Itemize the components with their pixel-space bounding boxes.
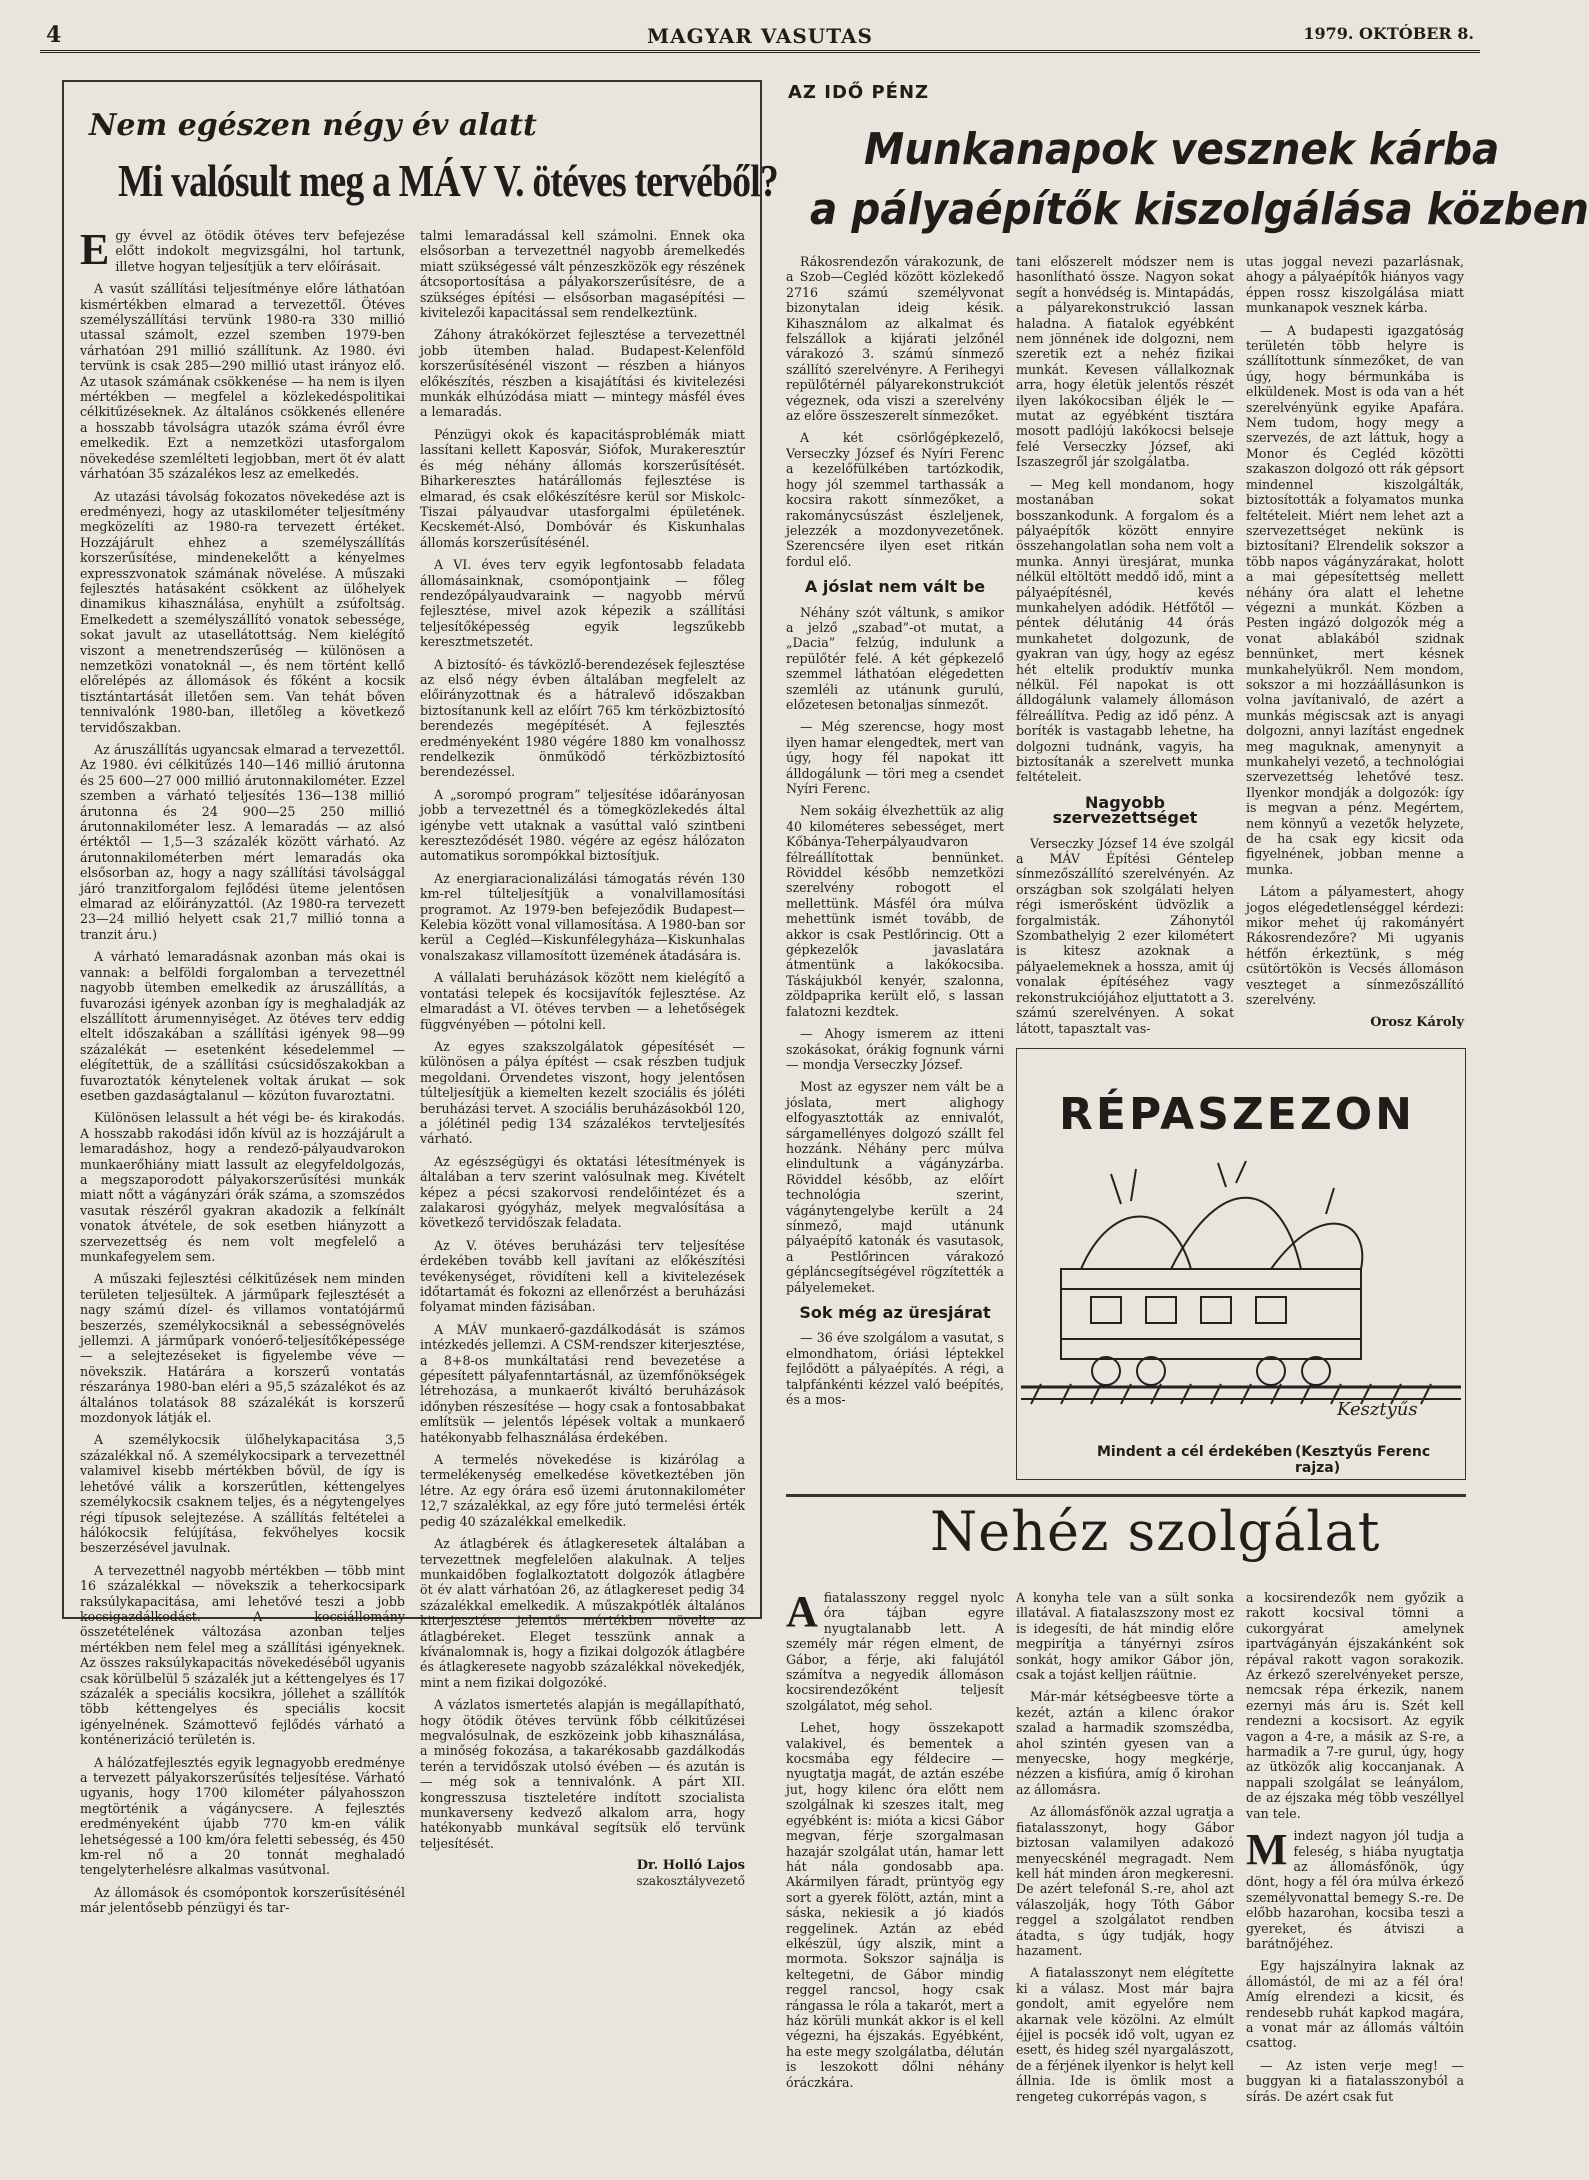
cartoon-frame: [1016, 1048, 1466, 1480]
paragraph: A VI. éves terv egyik legfontosabb feladata állomásainknak, csomópontjaink — főleg rendezőpályaudvaraink — nagyobb mérvű fejlesztése, mivel azok képezik a szállítási teljesítőképesség egyik legszűkebb keresztmetszetét.: [420, 557, 745, 650]
article1-author: Dr. Holló Lajos: [636, 1858, 745, 1874]
paper-title: MAGYAR VASUTAS: [647, 24, 873, 48]
article1-column-2: [420, 228, 745, 1888]
cartoon-caption: Mindent a cél érdekében: [1097, 1444, 1293, 1460]
paragraph: tani előszerelt módszer nem is hasonlítható össze. Nagyon sokat segít a honvédség is. Mintapádás, a pályarekonstrukció lassan haladna. A fiatalok egyébként nem jönnének ide dolgozni, nem szeretik ezt a nehéz fizikai munkát. Kevesen vállalkoznak arra, hogy életük jelentős részét ilyen lakókocsiban éljék le — mutat az egyébként tisztára mosott padlójú lakókocsi belseje felé Verseczky József, aki Iszaszegről jár szolgálatba.: [1016, 254, 1234, 470]
paragraph: Lehet, hogy összekapott valakivel, és bementek a kocsmába egy féldecire — nyugtatja magát, de aztán eszébe jut, hogy kilenc óra előtt nem szolgálnak ki szeszes italt, meg egyébként is: mióta a kicsi Gábor megvan, férje szorgalmasan hazajár szolgálat után, hamar lett hát nála gondosabb apa. Akármilyen fáradt, prüntyög egy sort a gyerek fölött, aztán, mint a sáska, nekiesik a jó kiadós reggelinek. Aztán az ebéd elkészül, úgy alszik, mint a mormota. Sokszor sajnálja is keltegetni, de Gábor mindig reggel rancsol, hogy csak rángassa le róla a takarót, mert a ház körüli munkát akkor is el kell végezni, ha éjszakás. Egyébként, ha este megy szolgálatba, délután is leszokott dőlni néhány óráczkára.: [786, 1720, 1004, 2090]
article1-kicker: Nem egészen négy év alatt: [89, 108, 537, 143]
article3-column-1: [786, 1587, 1004, 2165]
beet-shape: [1171, 1198, 1301, 1269]
paragraph: utas joggal nevezi pazarlásnak, ahogy a pályaépítők hiányos vagy éppen rossz kiszolgálása miatt munkanapok vesznek kárba.: [1246, 254, 1464, 316]
article2-column-1: [786, 254, 1004, 1408]
article2-section-label: AZ IDŐ PÉNZ: [788, 82, 930, 103]
paragraph: — A budapesti igazgatóság területén több helyre is szállítottunk sínmezőket, de van úgy, hogy bérmunkába is elküldenek. Most is oda van a hét szerelvényünk egyike Apafára. Nem tudom, hogy megy a szervezés, de azt láttuk, hogy a Monor és Cegléd közötti szakaszon dolgozó ott rák gépsort mindennel kiszolgálták, biztosították a folyamatos munka feltételeit. Miért nem lehet azt a szervezettséget nekünk is biztosítani? Elrendelik sokszor a több napos vágányzárakat, holott a mai gépesítettség mellett néhány óra alatt el lehetne végezni a munkát. Közben a Pesten ingázó dolgozók még a vonat ablakából szidnak bennünket, mert késnek munkahelyükről. Nem mondom, sokszor a mi hozzáállásunkon is volna javítanivaló, de azért a munkás mégiscsak azt is anyagi dolgozni, annyi lazítást engednek meg maguknak, amenynyit a munkahelyi vezető, a technológiai szervezettség lehetővé tesz. Ilyenkor mondják a dolgozók: így is megvan a pénz. Megértem, nem könnyű a vezetők helyzete, de ha csak egy kicsit oda figyelnének, jobban menne a munka.: [1246, 322, 1464, 877]
paragraph: Az állomások és csomópontok korszerűsítésénél már jelentősebb pénzügyi és tar-: [80, 1884, 405, 1916]
page-number: 4: [46, 22, 62, 48]
paragraph: Pénzügyi okok és kapacitásproblémák miatt lassítani kellett Kaposvár, Siófok, Murakeresztúr és még néhány állomás korszerűsítését. Biharkeresztes határállomás fejlesztése is elmarad, és csak előkészítésre kerül sor Miskolc-Tiszai pályaudvar utasforgalmi épületének. Kecskemét-Alsó, Dombóvár és Kiskunhalas állomás korszerűsítésénél.: [420, 426, 745, 550]
wheel: [1302, 1357, 1330, 1385]
paragraph: gy évvel az ötödik ötéves terv befejezése előtt indokolt megvizsgálni, hol tartunk, illetve hogyan teljesítjük a terv előírásait.: [115, 228, 405, 274]
paragraph: Különösen lelassult a hét végi be- és kirakodás. A hosszabb rakodási időn kívül az is hozzájárult a lemaradáshoz, hogy a rendező-pályaudvarokon munkaerőhiány miatt lassult az elegyfeldolgozás, a megszaporodott pályakorszerűsítési munkák miatt nőtt a vágányzári órák száma, a szomszédos vasutak részéről gyakran akadozik a felkínált vonatok átvétele, de sok esetben hiányzott a szervezettség és nem volt megfelelő a munkafegyelem sem.: [80, 1110, 405, 1264]
paragraph: A biztosító- és távközlő-berendezések fejlesztése az első négy évben általában megfelelt az előirányzottnak és a hátralevő időszakban biztosítanunk kell az előírt 765 km térközbiztosító berendezés megépítését. A fejlesztés eredményeként 1980 végére 1880 km vonalhossz rendelkezik önműködő térközbiztosító berendezéssel.: [420, 656, 745, 780]
paragraph: Egy hajszálnyira laknak az állomástól, de mi az a fél óra! Amíg elrendezi a kicsit, és rendesebb ruhát kapkod magára, a vonat már az állomás váltóin csattog.: [1246, 1958, 1464, 2051]
article2-headline-line2: a pályaépítők kiszolgálása közben: [810, 184, 1589, 235]
wheel: [1092, 1357, 1120, 1385]
subhead-organisation: Nagyobb szervezettséget: [1052, 792, 1198, 828]
paragraph: Az egészségügyi és oktatási létesítmények is általában a terv szerint valósulnak meg. Kivételt képez a pécsi szakorvosi rendelőintézet és a zalakarosi gyógyház, melyek megvalósítása a következő tervidőszak feladata.: [420, 1153, 745, 1231]
article3-column-3: [1246, 1590, 1464, 2165]
paragraph: A személykocsik ülőhelykapacitása 3,5 százalékkal nő. A személykocsipark a tervezettnél valamivel kisebb mértékben bővül, de így is lehetővé válik a korszerűtlen, kéttengelyes személykocsik csaknem teljes, és a négytengelyes régi típusok selejtezése. A szállítás feltételei a hálókocsik felújítása, fekvőhelyes kocsik beszerzésével javulnak.: [80, 1432, 405, 1556]
paragraph: A vállalati beruházások között nem kielégítő a vontatási telepek és kocsijavítók fejlesztése. Az elmaradást a VI. ötéves tervben — a lehetőségek függvényében — pótolni kell.: [420, 970, 745, 1032]
article3-column-2: [1016, 1590, 1234, 2165]
masthead-bar: [40, 14, 1480, 53]
drop-initial: M: [1246, 1825, 1288, 1875]
paragraph: Látom a pályamestert, ahogy jogos elégedetlenséggel kérdezi: mikor mehet új rakományért Rákosrendezőre? Mi ugyanis hétfőn érkeztünk, s még csütörtökön is Vecsés állomáson veszteget a sínmezőszállító szerelvény.: [1246, 884, 1464, 1008]
paragraph: Most az egyszer nem vált be a jóslata, mert alighogy elfogyasztották az ennivalót, sárgamellényes dolgozó szállt fel hozzánk. Néhány perc múlva elindultunk a vágányzárba. Röviddel később, az előírt technológia szerint, vágánytengelybe került a 24 sínmező, majd utánunk pályaépítő katonák és vasutasok, a Pestlőrincen várakozó gépláncsegítségével rögzítették a pályelemeket.: [786, 1079, 1004, 1295]
article3-headline: Nehéz szolgálat: [930, 1500, 1381, 1563]
paragraph: A várható lemaradásnak azonban más okai is vannak: a belföldi forgalomban a tervezettnél nagyobb ütemben emelkedik az áruszállítás, a fuvarozási igények azonban így is meghaladják az elszállított árumennyiséget. Az ötéves terv eddig eltelt időszakában a szállítási igények 98—99 százalékát — esetenként késedelemmel — elégítettük, de a szállítási csúcsidőszakokban a fuvaroztatók kénytelenek voltak árukat — sok esetben gazdaságtalanul — közúton fuvaroztatni.: [80, 949, 405, 1103]
paragraph: Az energiaracionalizálási támogatás révén 130 km-rel túlteljesítjük a vonalvillamosítási programot. Az 1979-ben befejeződik Budapest—Kelebia között vonal villamosítása. A 1980-ban sor kerül a Cegléd—Kiskunfélegyháza—Kiskunhalas vonalszakasz villamosított üzemének átadására is.: [420, 870, 745, 963]
issue-date: 1979. OKTÓBER 8.: [1303, 24, 1474, 43]
article1-author-title: szakosztályvezető: [636, 1873, 745, 1888]
paragraph: A műszaki fejlesztési célkitűzések nem minden területen teljesültek. A járműpark fejlesztését a nagy számú dízel- és villamos vontatójármű beszerzés, személykocsiknál a sebességnövelés jellemzi. A járműpark vonóerő-teljesítőképessége — a selejtezéseket is figyelembe véve — növekszik. Határára a korszerű vontatás részaránya 1980-ban eléri a 95,5 százalékot és az általános tolatások 88 százalékát is korszerű mozdonyok látják el.: [80, 1271, 405, 1426]
paragraph: A fiatalasszonyt nem elégítette ki a válasz. Most már bajra gondolt, amit egyelőre nem akarnak vele közölni. Az elmúlt éjjel is pocsék idő volt, ugyan ez esett, és hideg szél nyargalászott, de a férjének ilyenkor is helyt kell állnia. Ide is ömlik most a rengeteg cukorrépás vagon, s: [1016, 1965, 1234, 2104]
paragraph: — Meg kell mondanom, hogy mostanában sokat bosszankodunk. A forgalom és a pályaépítők között ennyire összehangolatlan soha nem volt a munka. Annyi üresjárat, munka nélkül eltöltött meddő idő, mint a pályaépítésnél, kevés munkahelyen adódik. Hétfőtől — péntek délutánig 44 órás munkahetet dolgozunk, de gyakran van úgy, hogy az egész hét eltelik produktív munka nélkül. Fél napokat is ott álldogálunk valamely állomáson félreállítva. Pedig az idő pénz. A boríték is vastagabb lehetne, ha dolgozni tudnánk, vagyis, ha biztosítanák a szerelvett munka feltételeit.: [1016, 476, 1234, 785]
section-divider: [786, 1494, 1466, 1497]
paragraph: indezt nagyon jól tudja a feleség, s hiába nyugtatja az állomásfőnök, úgy dönt, hogy a fél óra múlva érkező személyvonattal bemegy S.-re. De előbb hazarohan, kocsiba teszi a gyereket, és átviszi a barátnőjéhez.: [1246, 1828, 1464, 1951]
wagon-body: [1061, 1269, 1361, 1359]
paragraph: Már-már kétségbeesve törte a kezét, aztán a kilenc órakor szalad a harmadik szomszédba, ahol szintén gyesen van a menyecske, hogy megkérje, nézzen a kisfiúra, amíg ő kirohan az állomásra.: [1016, 1689, 1234, 1797]
article2-author: Orosz Károly: [1370, 1014, 1464, 1030]
paragraph: fiatalasszony reggel nyolc óra tájban egyre nyugtalanabb lett. A személy már régen elment, de Gábor, a férje, aki falujától számítva a negyedik állomáson kocsirendezőként teljesít szolgálatot, még sehol.: [786, 1590, 1004, 1713]
beet-shape: [1271, 1224, 1362, 1269]
paragraph: A termelés növekedése is kizárólag a termelékenység emelkedése következtében jön létre. Az egy órára eső üzemi árutonnakilométer 12,7 százalékkal, az egy főre jutó termelési érték pedig 40 százalékkal emelkedik.: [420, 1452, 745, 1529]
drop-initial: A: [786, 1587, 818, 1636]
paragraph: Néhány szót váltunk, s amikor a jelző „szabad”-ot mutat, a „Dacia” felzúg, indulunk a repülőtér felé. A két gépkezelő szemmel láthatóan elégedetten szemléli az utánunk gurulú, előzetesen betonaljas sínmezőt.: [786, 604, 1004, 712]
cartoon-title: RÉPASZEZON: [1059, 1089, 1415, 1140]
paragraph: — Még szerencse, hogy most ilyen hamar elengedtek, mert van úgy, hogy fél napokat itt álldogálunk — töri meg a csendet Nyíri Ferenc.: [786, 719, 1004, 796]
paragraph: Az állomásfőnök azzal ugratja a fiatalasszonyt, hogy Gábor biztosan valamilyen adakozó menyecskénél megragadt. Nem kell hát minden áron megkeresni. De azért telefonál S.-re, ahol azt válaszolják, hogy Tóth Gábor reggel a szolgálatot rendben átadta, s úgy tudják, hogy hazament.: [1016, 1804, 1234, 1958]
paragraph: talmi lemaradással kell számolni. Ennek oka elsősorban a tervezettnél nagyobb áremelkedés miatt szükségessé vált pénzeszközök egy részének átcsoportosítása a pályakorszerűsítésre, de a szükséges építési — elsősorban magasépítési — kivitelezői kapacitással sem rendelkeztünk.: [420, 228, 745, 321]
wheel: [1137, 1357, 1165, 1385]
paragraph: Az átlagbérek és átlagkeresetek általában a tervezettnek megfelelően alakulnak. A teljes munkaidőben foglalkoztatott dolgozók átlagbére öt év alatt várhatóan 26, az átlagkereset pedig 34 százalékkal emelkedik. A műszakpótlék általános kiterjesztése jelentős mértékben növelte az átlagbéreket. Eleget tesszünk annak a kívánalomnak is, hogy a fizikai dolgozók átlagbére és átlagkeresete nagyobb százalékkal növekedjék, mint a nem fizikai dolgozóké.: [420, 1536, 745, 1690]
wheel: [1257, 1357, 1285, 1385]
paragraph: a kocsirendezők nem győzik a rakott kocsival tömni a cukorgyárat amelynek ipartvágányán éjszakánként sok répával rakott vagon sorakozik. Az érkező szerelvényeket persze, nemcsak répa érkezik, nanem ezernyi más áru is. Szét kell rendezni a kocsisort. Az egyik vagon a 4-re, a másik az S-re, a harmadik a 7-re gurul, úgy, hogy az ütközők alig koccanjanak. A nappali szolgálat se leányálom, de az éjszaka még több veszéllyel van tele.: [1246, 1590, 1464, 1821]
paragraph: A MÁV munkaerő-gazdálkodását is számos intézkedés jellemzi. A CSM-rendszer kiterjesztése, a 8+8-os munkáltatási rend bevezetése a gépesített pályafenntartásnál, az üzemfőnökségek létrehozása, a munkaerőt kiváltó beruházások időnyben részesítése — hogy csak a fontosabbakat említsük — jelentős lépések voltak a munkaerő hatékonyabb felhasználása érdekében.: [420, 1321, 745, 1445]
paragraph: Rákosrendezőn várakozunk, de a Szob—Cegléd között közlekedő 2716 számú személyvonat bizonytalan ideig késik. Kihasználom az alkalmat és felszállok a kijárati jelzőnél várakozó 3. számú sínmező szállító szerelvényre. A Ferihegyi repülőtérnél pályarekonstrukciót végeznek, oda viszi a szerelvény az előre összeszerelt sínmezőket.: [786, 254, 1004, 424]
paragraph: — Ahogy ismerem az itteni szokásokat, órákig fognunk várni — mondja Verseczky József.: [786, 1026, 1004, 1072]
paragraph: A „sorompó program” teljesítése időarányosan jobb a tervezettnél és a tömegközlekedés által igénybe vett utaknak a vasúttal való szintbeni kereszteződését 1980. végére az egész hálózaton automatikus sorompókkal biztosítjuk.: [420, 786, 745, 864]
paragraph: A tervezettnél nagyobb mértékben — több mint 16 százalékkal — növekszik a teherkocsipark raksúlykapacitása, ami lehetővé teszi a jobb kocsigazdálkodást. A kocsiállomány összetételének változása azonban teljes mértékben nem felel meg a szállítási igényeknek. Az összes raksúlykapacitás növekedéséből ugyanis csak körülbelül 5 százalék jut a kéttengelyes és 17 százalék a speciális kocsikra, jóllehet a szállítók több kéttengelyes és speciális kocsit igényelnének. Számottevő fejlődés várható a konténerizáció területén is.: [80, 1562, 405, 1748]
paragraph: Verseczky József 14 éve szolgál a MÁV Építési Géntelep sínmezőszállító szerelvényén. Az országban sok szolgálati helyen régi ismerősként üdvözlik a forgalmisták. Záhonytól Szombathelyig 2 ezer kilométert is kitesz azoknak a pályaelemeknek a hossza, amit új vonalak építéséhez vagy rekonstrukciójához eljuttatott a 3. számú szerelvényen. A sokat látott, tapasztalt vas-: [1016, 835, 1234, 1036]
paragraph: — 36 éve szolgálom a vasutat, s elmondhatom, óriási léptekkel fejlődött a pályaépítés. A régi, a talpfánkénti kézzel való beépítés, és a mos-: [786, 1330, 1004, 1408]
paragraph: A vázlatos ismertetés alapján is megállapítható, hogy ötödik ötéves tervünk főbb célkitűzései megvalósulnak, de eszközeink jobb kihasználása, a minőség fokozása, a takarékosabb gazdálkodás terén a tervidőszak utolsó évében — és azután is — még sok a tennivalónk. A párt XII. kongresszusa tiszteletére indított szocialista munkaverseny kedvező alkalom arra, hogy hatékonyabb munkával segítsük elő tervünk teljesítését.: [420, 1697, 745, 1851]
paragraph: Az utazási távolság fokozatos növekedése azt is eredményezi, hogy az utaskilométer teljesítmény megközelíti az 1980-ra tervezett értéket. Hozzájárult ehhez a személyszállítás korszerűsítése, mindenekelőtt a kényelmes expresszvonatok számának növelése. A műszaki fejlesztés hatásaként csökkent az ülőhelyek dinamikus kihasználása, enyhült a zsúfoltság. Emelkedett a személyszállító vonatok sebessége, sokat javult az utasellátottság. Nem kielégítő viszont a menetrendszerűség — különösen a nemzetközi vonatoknál —, és nem történt kellő előrelépés az állomások és főként a kocsik tisztántartását illetően sem. Van tehát bőven tennivalónk 1980-ban, illetőleg a következő tervidőszakban.: [80, 488, 405, 735]
article2-column-2: [1016, 254, 1234, 1036]
paragraph: Záhony átrakókörzet fejlesztése a tervezettnél jobb ütemben halad. Budapest-Kelenföld korszerűsítésénél viszont — részben a hiányos előkészítés, részben a kisajátítási és kivitelezési munkák elhúzódása miatt — mintegy másfél éves a lemaradás.: [420, 327, 745, 420]
paragraph: — Az isten verje meg! — buggyan ki a fiatalasszonyból a sírás. De azért csak fut: [1246, 2057, 1464, 2104]
cartoon-credit: (Kesztyűs Ferenc rajza): [1295, 1444, 1431, 1476]
drop-initial: E: [80, 225, 110, 274]
paragraph: A konyha tele van a sült sonka illatával. A fiatalaszszony most ez is idegesíti, de hát mindig előre megpirítja a tányérnyi zsíros sonkát, hogy amikor Gábor jön, csak a tojást kelljen ráütnie.: [1016, 1590, 1234, 1683]
paragraph: Nem sokáig élvezhettük az alig 40 kilométeres sebességet, mert Kőbánya-Teherpályaudvaron félreállítottak bennünket. Röviddel később nemzetközi szerelvény robogott el mellettünk. Másfél óra múlva mehettünk ismét tovább, de akkor is csak Pestlőrincig. Ott a gépkezelők javaslatára átmentünk a lakókocsiba. Táskájukból kenyér, szalonna, zöldpaprika került elő, s lassan falatozni kezdtek.: [786, 803, 1004, 1019]
paragraph: A két csörlőgépkezelő, Verseczky József és Nyíri Ferenc a kezelőfülkében tartózkodik, hogy jól szemmel tarthassák a kocsira rakott sínmezőket, a rakománycsúszást észleljenek, jelezzék a mozdonyvezetőnek. Szerencsére ilyen eset ritkán fordul elő.: [786, 430, 1004, 569]
article1-column-1: [80, 225, 405, 1916]
paragraph: Az V. ötéves beruházási terv teljesítése érdekében tovább kell javítani az előkészítési tevékenységet, rövidíteni kell a kivitelezések időtartamát és fokozni az ellenőrzést a beruházási folyamat minden fázisában.: [420, 1237, 745, 1315]
article2-headline-line1: Munkanapok vesznek kárba: [864, 124, 1500, 175]
article1-headline: Mi valósult meg a MÁV V. ötéves tervéből?: [118, 155, 778, 206]
cartoon-signature: Kesztyűs: [1337, 1399, 1418, 1420]
paragraph: Az egyes szakszolgálatok gépesítését — különösen a pálya építést — csak részben tudjuk megoldani. Örvendetes viszont, hogy jelentősen túlteljesítjük a kiemelten kezelt szociális és jóléti beruházási tervet. A szociális beruházásokból 120, a jólétinél pedig 134 százalékos tervteljesítés várható.: [420, 1038, 745, 1147]
paragraph: A vasút szállítási teljesítménye előre láthatóan kismértékben elmarad a tervezettől. Ötéves személyszállítási tervünk 1980-ra 330 millió utassal számolt, ezzel szemben 1979-ben várhatóan 291 millió szállítunk. Az 1980. évi tervünk is csak 285—290 millió utast irányoz elő. Az utasok számának csökkenése — ha nem is ilyen mértékben — megfelel a közlekedéspolitikai célkitűzéseknek. Az általános csökkenés ellenére a hosszabb távolságra utazók száma évről évre emelkedik. Ezt a nemzetközi utasforgalom növekedése szemlélteti legjobban, mert öt év alatt várhatóan 35 százalékos lesz az emelkedés.: [80, 281, 405, 482]
subhead-prophecy: A jóslat nem vált be: [804, 577, 986, 597]
subhead-idle-time: Sok még az üresjárat: [799, 1303, 991, 1322]
beet-train-drawing: [1021, 1159, 1461, 1409]
article2-column-3: [1246, 254, 1464, 1030]
paragraph: A hálózatfejlesztés egyik legnagyobb eredménye a tervezett pályakorszerűsítés teljesítése. Várható ugyanis, hogy 1700 kilométer pályahosszon megtörténik a vágánycsere. A fejlesztés eredményeként újabb 770 km-en válik lehetségessé a 100 km/óra feletti sebesség, és 450 km-rel nő a 20 tonnát meghaladó tengelyterhelésre alkalmas vasútvonal.: [80, 1754, 405, 1878]
paragraph: Az áruszállítás ugyancsak elmarad a tervezettől. Az 1980. évi célkitűzés 140—146 millió árutonna és 25 600—27 000 millió árutonnakilométer. Ezzel szemben a várható teljesítés 136—138 millió árutonna és 24 900—25 250 millió árutonnakilométer lesz. A lemaradás — az alsó értéktől — 1,5—3 százalék között várható. Az árutonnakilométerben mért lemaradás oka elsősorban az, hogy a nagy szállítási távolsággal járó tranzitforgalom fejlődési üteme jelentősen elmarad az előirányzattól. (Az 1980-ra tervezett 23—24 millió helyett csak 21,7 millió tonna a tranzit áru.): [80, 742, 405, 942]
article-five-year-plan: [62, 80, 778, 1916]
